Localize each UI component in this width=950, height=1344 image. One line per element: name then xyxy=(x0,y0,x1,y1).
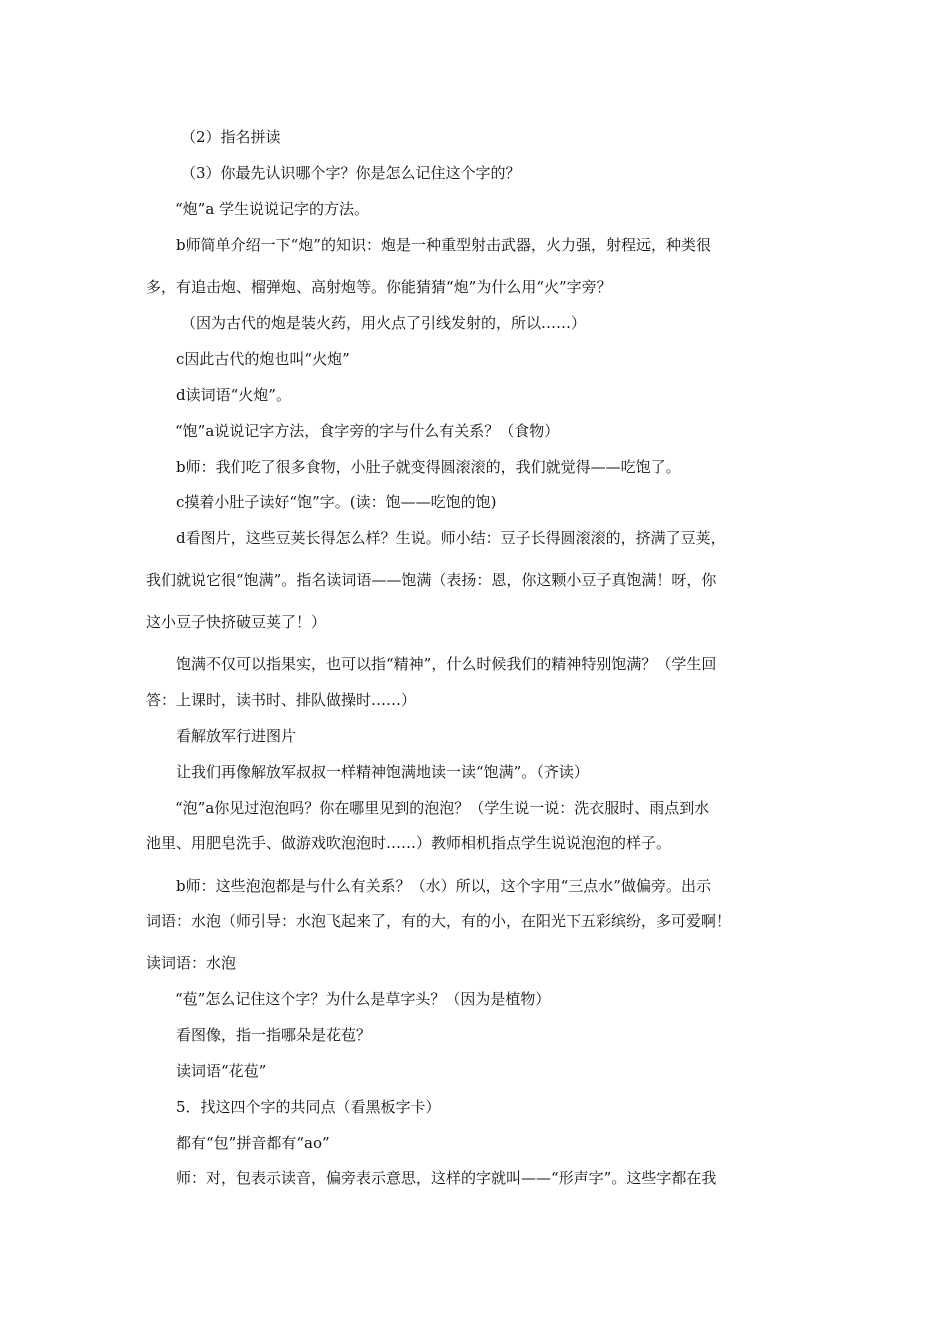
text-line: “泡”a你见过泡泡吗？你在哪里见到的泡泡？（学生说一说：洗衣服时、雨点到水 xyxy=(175,799,710,817)
text-line: （2）指名拼读 xyxy=(181,128,281,146)
text-line: c摸着小肚子读好“饱”字。(读：饱——吃饱的饱) xyxy=(176,493,497,511)
text-line: 多，有追击炮、榴弹炮、高射炮等。你能猜猜“炮”为什么用“火”字旁？ xyxy=(146,278,612,296)
text-line: 读词语：水泡 xyxy=(146,954,237,972)
text-line: 师：对，包表示读音，偏旁表示意思，这样的字就叫——“形声字”。这些字都在我 xyxy=(176,1169,717,1187)
text-line: 我们就说它很“饱满”。指名读词语——饱满（表扬：恩，你这颗小豆子真饱满！呀，你 xyxy=(146,571,717,589)
text-line: 答：上课时，读书时、排队做操时……） xyxy=(146,691,417,709)
text-line: 读词语“花苞” xyxy=(176,1062,267,1080)
text-line: “苞”怎么记住这个字？为什么是草字头？（因为是植物） xyxy=(175,990,551,1008)
text-line: 饱满不仅可以指果实，也可以指“精神”，什么时候我们的精神特别饱满？（学生回 xyxy=(176,655,717,673)
text-line: “饱”a说说记字方法，食字旁的字与什么有关系？（食物） xyxy=(175,422,560,440)
text-line: 5．找这四个字的共同点（看黑板字卡） xyxy=(176,1098,441,1116)
text-line: b师：这些泡泡都是与什么有关系？（水）所以，这个字用“三点水”做偏旁。出示 xyxy=(176,877,711,895)
text-line: 看图像，指一指哪朵是花苞？ xyxy=(176,1026,372,1044)
text-line: b师：我们吃了很多食物，小肚子就变得圆滚滚的，我们就觉得——吃饱了。 xyxy=(176,458,681,476)
text-line: 都有“包”拼音都有“ao” xyxy=(176,1134,330,1152)
text-line: （3）你最先认识哪个字？你是怎么记住这个字的？ xyxy=(181,164,521,182)
text-line: c因此古代的炮也叫“火炮” xyxy=(176,350,350,368)
text-line: 词语：水泡（师引导：水泡飞起来了，有的大，有的小，在阳光下五彩缤纷，多可爱啊！ xyxy=(146,912,732,930)
text-line: 池里、用肥皂洗手、做游戏吹泡泡时……）教师相机指点学生说说泡泡的样子。 xyxy=(146,834,672,852)
text-line: “炮”a 学生说说记字的方法。 xyxy=(175,200,370,218)
text-line: （因为古代的炮是装火药，用火点了引线发射的，所以……） xyxy=(181,314,587,332)
text-line: 看解放军行进图片 xyxy=(176,727,297,745)
text-line: 这小豆子快挤破豆荚了！） xyxy=(146,613,327,631)
text-line: 让我们再像解放军叔叔一样精神饱满地读一读“饱满”。（齐读） xyxy=(176,763,589,781)
text-line: d读词语“火炮”。 xyxy=(176,386,291,404)
text-line: b师简单介绍一下“炮”的知识：炮是一种重型射击武器，火力强，射程远，种类很 xyxy=(176,236,711,254)
text-line: d看图片，这些豆荚长得怎么样？生说。师小结：豆子长得圆滚滚的，挤满了豆荚， xyxy=(176,529,726,547)
